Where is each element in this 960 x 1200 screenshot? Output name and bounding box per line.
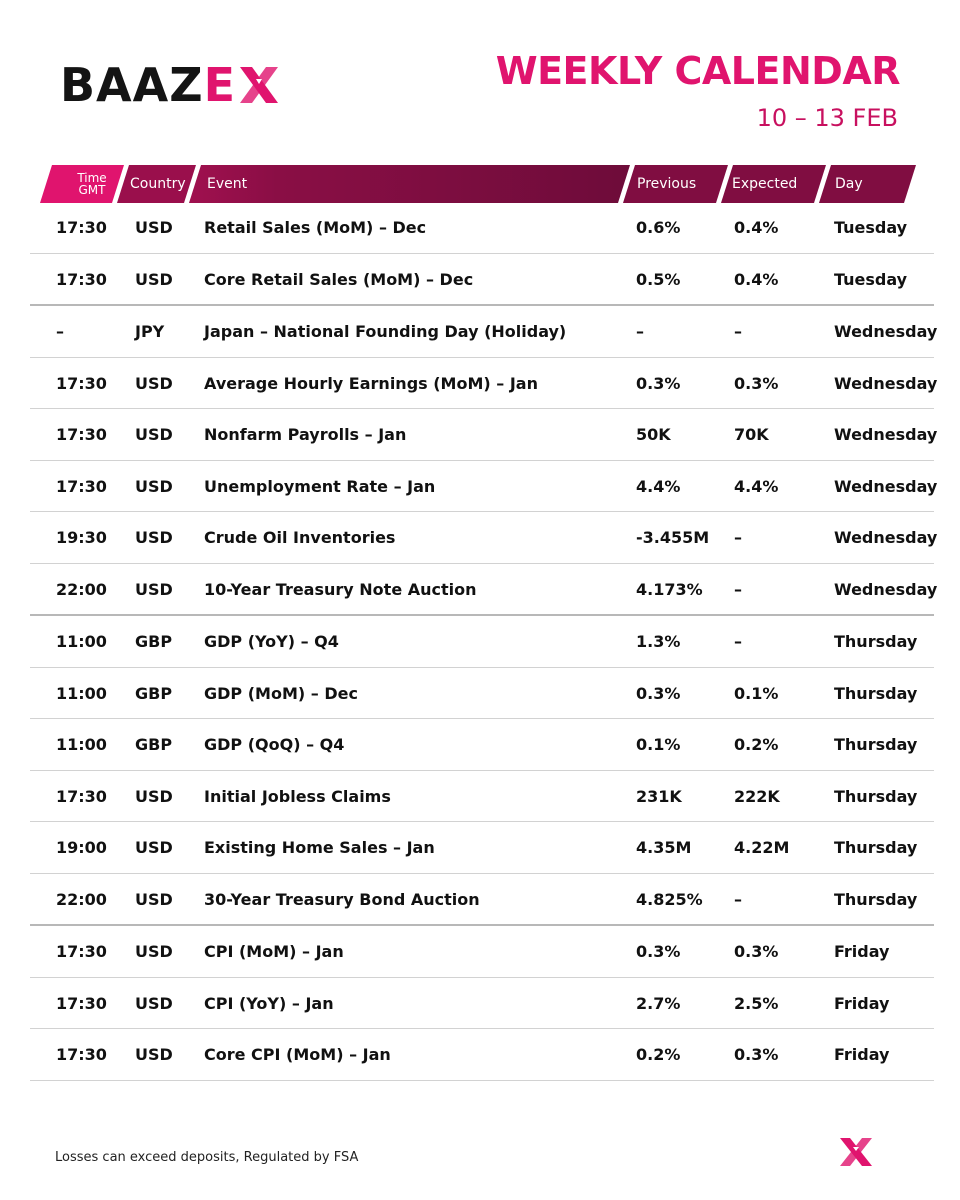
cell-expected: 0.3% [734,1045,779,1064]
cell-event: CPI (MoM) – Jan [204,942,344,961]
cell-time: 17:30 [56,942,107,961]
cell-day: Thursday [834,683,918,703]
cell-expected: 0.1% [734,683,779,703]
header-expected: Expected [732,176,798,192]
cell-country: USD [135,838,173,857]
cell-time: 22:00 [56,889,107,909]
cell-country: USD [135,786,173,806]
cell-time: 17:30 [56,1045,107,1064]
cell-expected: 222K [734,786,780,806]
header-day: Day [835,176,863,192]
x-mark-icon [838,1136,874,1168]
cell-previous: 0.6% [636,218,681,237]
table-row [30,254,934,307]
cell-country: USD [135,528,173,547]
cell-expected: 4.22M [734,838,790,857]
header-country: Country [130,176,186,192]
cell-time: 19:00 [56,838,107,857]
table-row [30,564,938,617]
cell-event: Initial Jobless Claims [204,786,391,806]
table-row [30,202,934,254]
cell-event: Average Hourly Earnings (MoM) – Jan [204,373,538,393]
cell-time: – [56,322,64,341]
calendar-table [30,202,938,1081]
cell-event: GDP (MoM) – Dec [204,683,358,703]
cell-country: USD [135,942,173,961]
cell-previous: 4.173% [636,579,703,599]
table-row [30,978,934,1030]
cell-previous: 0.2% [636,1045,681,1064]
cell-previous: 2.7% [636,993,681,1013]
cell-time: 17:30 [56,786,107,806]
x-mark-icon [238,65,280,105]
table-row [30,926,934,978]
header-time [62,165,122,203]
cell-event: Nonfarm Payrolls – Jan [204,425,407,444]
cell-previous: 0.1% [636,735,681,754]
date-range: 10 – 13 FEB [756,104,898,132]
cell-country: USD [135,476,173,496]
cell-expected: 0.3% [734,373,779,393]
cell-event: Crude Oil Inventories [204,528,396,547]
cell-country: USD [135,1045,173,1064]
table-row [30,822,934,874]
cell-day: Wednesday [834,476,938,496]
table-row [30,668,934,720]
cell-day: Wednesday [834,579,938,599]
cell-previous: 0.3% [636,373,681,393]
cell-country: GBP [135,735,173,754]
table-row [30,1029,934,1081]
table-row [30,358,938,410]
cell-time: 17:30 [56,269,107,289]
cell-country: USD [135,373,173,393]
cell-expected: 4.4% [734,476,779,496]
cell-country: USD [135,218,173,237]
table-row [30,719,934,771]
cell-event: GDP (QoQ) – Q4 [204,735,345,754]
cell-day: Friday [834,993,890,1013]
cell-country: USD [135,579,173,599]
cell-previous: 50K [636,425,671,444]
cell-expected: – [734,579,742,599]
cell-country: GBP [135,683,173,703]
cell-day: Thursday [834,786,918,806]
cell-country: USD [135,993,173,1013]
cell-time: 17:30 [56,476,107,496]
cell-previous: 0.5% [636,269,681,289]
cell-previous: 4.35M [636,838,692,857]
table-row [30,512,938,564]
cell-event: CPI (YoY) – Jan [204,993,334,1013]
cell-day: Thursday [834,889,918,909]
header-previous: Previous [637,176,697,192]
table-row [30,409,938,461]
table-row [30,461,938,513]
cell-time: 17:30 [56,218,107,237]
cell-time: 17:30 [56,373,107,393]
cell-day: Wednesday [834,528,938,547]
cell-expected: – [734,322,742,341]
table-row [30,306,938,358]
cell-day: Thursday [834,632,918,651]
cell-time: 17:30 [56,425,107,444]
cell-event: Japan – National Founding Day (Holiday) [204,322,567,341]
cell-day: Tuesday [834,218,908,237]
cell-day: Thursday [834,838,918,857]
cell-event: Retail Sales (MoM) – Dec [204,218,427,237]
table-row [30,874,934,927]
cell-expected: 0.2% [734,735,779,754]
cell-event: GDP (YoY) – Q4 [204,632,339,651]
cell-expected: 0.4% [734,218,779,237]
cell-event: Core CPI (MoM) – Jan [204,1045,391,1064]
header-time-line1: Time [77,171,107,185]
cell-country: USD [135,889,173,909]
cell-expected: 2.5% [734,993,779,1013]
cell-previous: 0.3% [636,683,681,703]
cell-time: 11:00 [56,735,107,754]
header-event: Event [207,176,248,192]
cell-country: USD [135,425,173,444]
cell-day: Thursday [834,735,918,754]
table-header [40,165,916,203]
cell-country: GBP [135,632,173,651]
cell-previous: -3.455M [636,528,710,547]
cell-expected: – [734,632,742,651]
cell-time: 19:30 [56,528,107,547]
cell-expected: 0.3% [734,942,779,961]
cell-day: Wednesday [834,322,938,341]
cell-previous: 231K [636,786,682,806]
cell-previous: 0.3% [636,942,681,961]
cell-previous: 4.4% [636,476,681,496]
cell-country: JPY [135,322,165,341]
logo-text-pink: E [203,58,237,112]
cell-previous: – [636,322,644,341]
cell-day: Wednesday [834,373,938,393]
table-row [30,771,934,823]
cell-country: USD [135,269,173,289]
cell-event: 30-Year Treasury Bond Auction [204,889,480,909]
cell-time: 22:00 [56,579,107,599]
logo-text-dark: BAAZ [60,58,204,112]
cell-event: Unemployment Rate – Jan [204,476,436,496]
cell-expected: 70K [734,425,769,444]
cell-previous: 4.825% [636,889,703,909]
cell-time: 11:00 [56,683,107,703]
brand-logo [60,58,280,112]
cell-day: Wednesday [834,425,938,444]
cell-expected: – [734,889,742,909]
cell-day: Friday [834,942,890,961]
cell-expected: – [734,528,742,547]
cell-event: Existing Home Sales – Jan [204,838,435,857]
header-time-line2: GMT [78,183,106,197]
cell-event: Core Retail Sales (MoM) – Dec [204,269,474,289]
cell-event: 10-Year Treasury Note Auction [204,579,477,599]
page-title: WEEKLY CALENDAR [495,49,900,93]
cell-day: Friday [834,1045,890,1064]
cell-day: Tuesday [834,269,908,289]
cell-expected: 0.4% [734,269,779,289]
cell-time: 17:30 [56,993,107,1013]
cell-previous: 1.3% [636,632,681,651]
table-row [30,616,934,668]
cell-time: 11:00 [56,632,107,651]
footer-disclaimer: Losses can exceed deposits, Regulated by FSA [55,1150,359,1165]
